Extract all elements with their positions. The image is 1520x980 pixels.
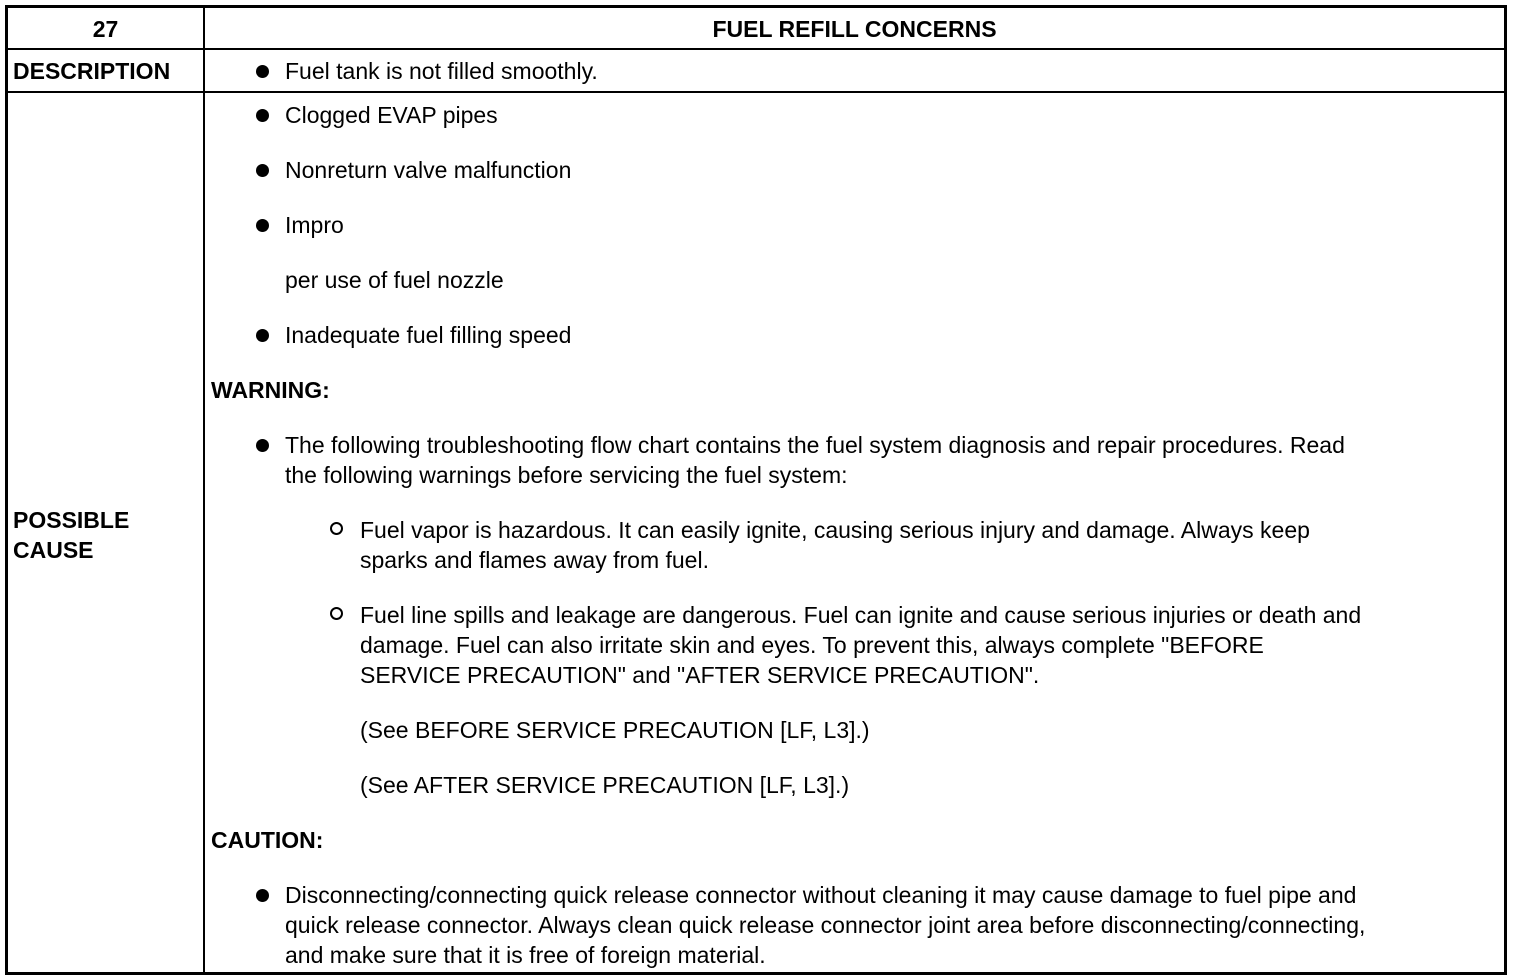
header-title-cell: [205, 8, 1504, 48]
caution-item-line: Disconnecting/connecting quick release connector without cleaning it may cause damage to fuel pipe and: [285, 882, 1357, 908]
troubleshooting-table: [5, 5, 1507, 975]
warning-subitem-line: sparks and flames away from fuel.: [360, 547, 709, 573]
cause-item: Inadequate fuel filling speed: [285, 322, 572, 348]
caution-item-line: and make sure that it is free of foreign material.: [285, 942, 766, 968]
bullet-dot-icon: [256, 109, 269, 122]
warning-subitem-line: SERVICE PRECAUTION" and "AFTER SERVICE PRECAUTION".: [360, 662, 1040, 688]
cause-item-continuation: per use of fuel nozzle: [285, 267, 504, 293]
possible-cause-label-line2: CAUSE: [13, 536, 94, 563]
table-header-row: [8, 8, 1504, 50]
bullet-dot-icon: [256, 889, 269, 902]
see-after-reference: (See AFTER SERVICE PRECAUTION [LF, L3].): [360, 772, 850, 798]
bullet-dot-icon: [256, 164, 269, 177]
possible-cause-content-cell: [205, 93, 1504, 972]
procedure-number: 27: [92, 16, 119, 42]
description-label-cell: [8, 50, 205, 91]
warning-subitem-line: Fuel line spills and leakage are dangerous. Fuel can ignite and cause serious injuries or death and: [360, 602, 1362, 628]
possible-cause-label-cell: [8, 93, 205, 972]
bullet-dot-icon: [256, 219, 269, 232]
cause-item: Nonreturn valve malfunction: [285, 157, 572, 183]
bullet-dot-icon: [256, 439, 269, 452]
warning-subitem-line: Fuel vapor is hazardous. It can easily ignite, causing serious injury and damage. Always keep: [360, 517, 1310, 543]
possible-cause-label: [8, 501, 129, 565]
cause-item: Clogged EVAP pipes: [285, 102, 498, 128]
bullet-dot-icon: [256, 329, 269, 342]
warning-heading: WARNING:: [211, 377, 330, 403]
description-item: Fuel tank is not filled smoothly.: [285, 58, 598, 84]
cause-item: Impro: [285, 212, 344, 238]
header-number-cell: [8, 8, 205, 48]
bullet-circle-icon: [330, 522, 343, 535]
caution-item-line: quick release connector. Always clean quick release connector joint area before disconnecting/connecting,: [285, 912, 1366, 938]
see-before-reference: (See BEFORE SERVICE PRECAUTION [LF, L3].): [360, 717, 870, 743]
warning-subitem-line: damage. Fuel can also irritate skin and eyes. To prevent this, always complete "BEFORE: [360, 632, 1264, 658]
bullet-circle-icon: [330, 607, 343, 620]
possible-cause-label-line1: POSSIBLE: [13, 506, 130, 533]
warning-item-line: the following warnings before servicing the fuel system:: [285, 462, 848, 488]
warning-item-line: The following troubleshooting flow chart contains the fuel system diagnosis and repair procedures. Read: [285, 432, 1345, 458]
bullet-dot-icon: [256, 65, 269, 78]
possible-cause-row: [8, 93, 1504, 972]
description-row: [8, 50, 1504, 93]
caution-heading: CAUTION:: [211, 827, 324, 853]
page-title: FUEL REFILL CONCERNS: [712, 16, 997, 42]
description-content-cell: [205, 50, 1504, 91]
description-label: DESCRIPTION: [13, 58, 171, 84]
